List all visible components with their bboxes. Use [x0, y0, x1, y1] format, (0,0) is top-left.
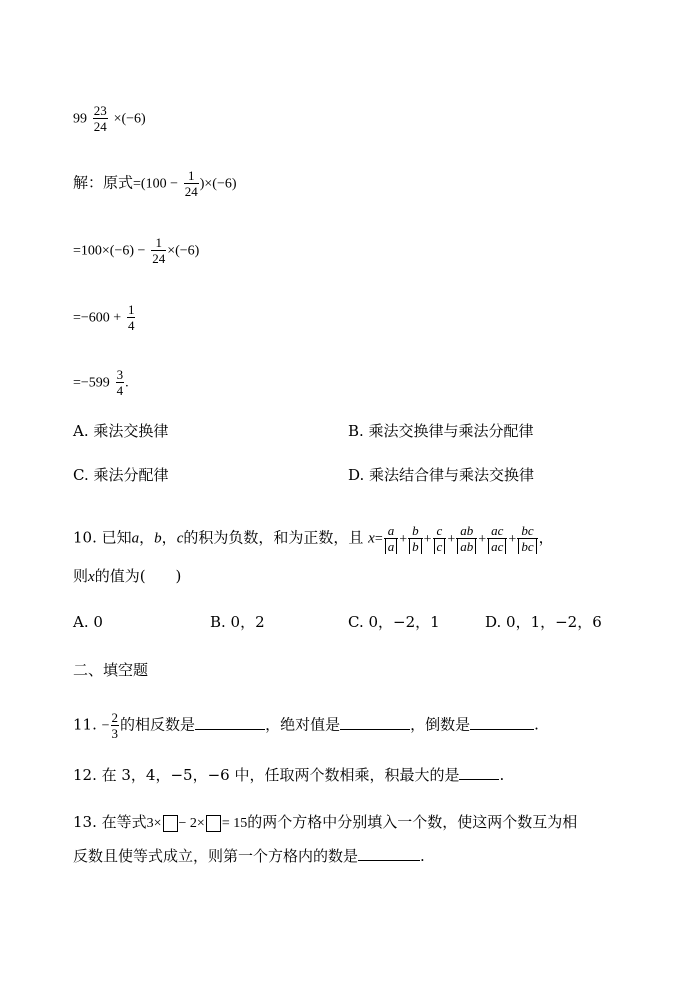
q10-option-d: D. 0，1，−2，6: [485, 613, 602, 631]
solution-line-1: 解：原式=(100 − $\frac{1}{24}$ )×(−6): [73, 168, 237, 199]
q10-fraction: $\frac{bc}{bc}$: [517, 523, 537, 554]
expr-whole: 99: [73, 111, 87, 127]
input-box[interactable]: [163, 815, 178, 832]
plus-sign: +: [423, 531, 432, 547]
section-title: 二、填空题: [73, 661, 149, 679]
expression-line: [73, 103, 146, 134]
solution-fraction-1: $\frac{1}{24}$: [184, 168, 198, 199]
plus-sign: +: [478, 531, 487, 547]
answer-blank[interactable]: [470, 715, 534, 730]
expr-rest: ×(−6): [113, 111, 146, 127]
q13-line-2: 反数且使等式成立，则第一个方格内的数是 .: [73, 847, 425, 865]
input-box[interactable]: [206, 815, 221, 832]
q10-fraction: $\frac{a}{a}$: [384, 523, 399, 554]
plus-sign: +: [447, 531, 456, 547]
q13-line-1: 13. 在等式3× − 2× = 15的两个方格中分别填入一个数，使这两个数互为相: [73, 813, 578, 831]
q11: 11. − $\frac{2}{3}$ 的相反数是 ，绝对值是 ，倒数是 .: [73, 710, 539, 741]
q10-question: 则x的值为( ): [73, 567, 182, 585]
q12: 12. 在 3，4，−5，−6 中，任取两个数相乘，积最大的是 .: [73, 766, 505, 784]
q9-option-b: B. 乘法交换律与乘法分配律: [348, 422, 534, 440]
q9-option-d: D. 乘法结合律与乘法交换律: [348, 466, 535, 484]
solution-fraction-3: $\frac{1}{4}$: [127, 302, 135, 333]
solution-line-4: =−599 $\frac{3}{4}$ .: [73, 367, 129, 398]
answer-blank[interactable]: [340, 715, 410, 730]
plus-sign: +: [508, 531, 517, 547]
q10-number: 10.: [73, 528, 97, 547]
expr-fraction: $\frac{23}{24}$: [93, 103, 107, 134]
q9-option-a: A. 乘法交换律: [73, 422, 169, 440]
answer-blank[interactable]: [459, 765, 499, 780]
plus-sign: +: [399, 531, 408, 547]
solution-label: 解：原式: [73, 173, 134, 192]
q10-option-c: C. 0，−2，1: [348, 613, 440, 631]
q10-stem: 10. 已知a，b，c的积为负数，和为正数，且 x= $\frac{a}{a}$ + $\frac{b}{b}$ + $\frac{c}{c}$ + $\frac{ab}{ab}$ + $\frac{ac}{ac}$ + $\frac{bc}{bc}$ ，: [73, 523, 554, 554]
q10-fraction-sum: [383, 523, 539, 554]
q10-option-b: B. 0，2: [210, 613, 265, 631]
q9-option-c: C. 乘法分配律: [73, 466, 169, 484]
q11-fraction: $\frac{2}{3}$: [111, 710, 119, 741]
q10-fraction: $\frac{c}{c}$: [433, 523, 447, 554]
solution-line-2: =100×(−6) − $\frac{1}{24}$ ×(−6): [73, 235, 200, 266]
q10-fraction: $\frac{ac}{ac}$: [487, 523, 507, 554]
q10-fraction: $\frac{ab}{ab}$: [456, 523, 477, 554]
solution-line-3: =−600 + $\frac{1}{4}$: [73, 302, 135, 333]
solution-fraction-4: $\frac{3}{4}$: [116, 367, 124, 398]
q10-var-x: x: [368, 530, 375, 547]
q10-option-a: A. 0: [73, 613, 103, 631]
answer-blank[interactable]: [358, 846, 420, 861]
q10-fraction: $\frac{b}{b}$: [408, 523, 423, 554]
answer-blank[interactable]: [195, 715, 265, 730]
solution-fraction-2: $\frac{1}{24}$: [152, 235, 166, 266]
